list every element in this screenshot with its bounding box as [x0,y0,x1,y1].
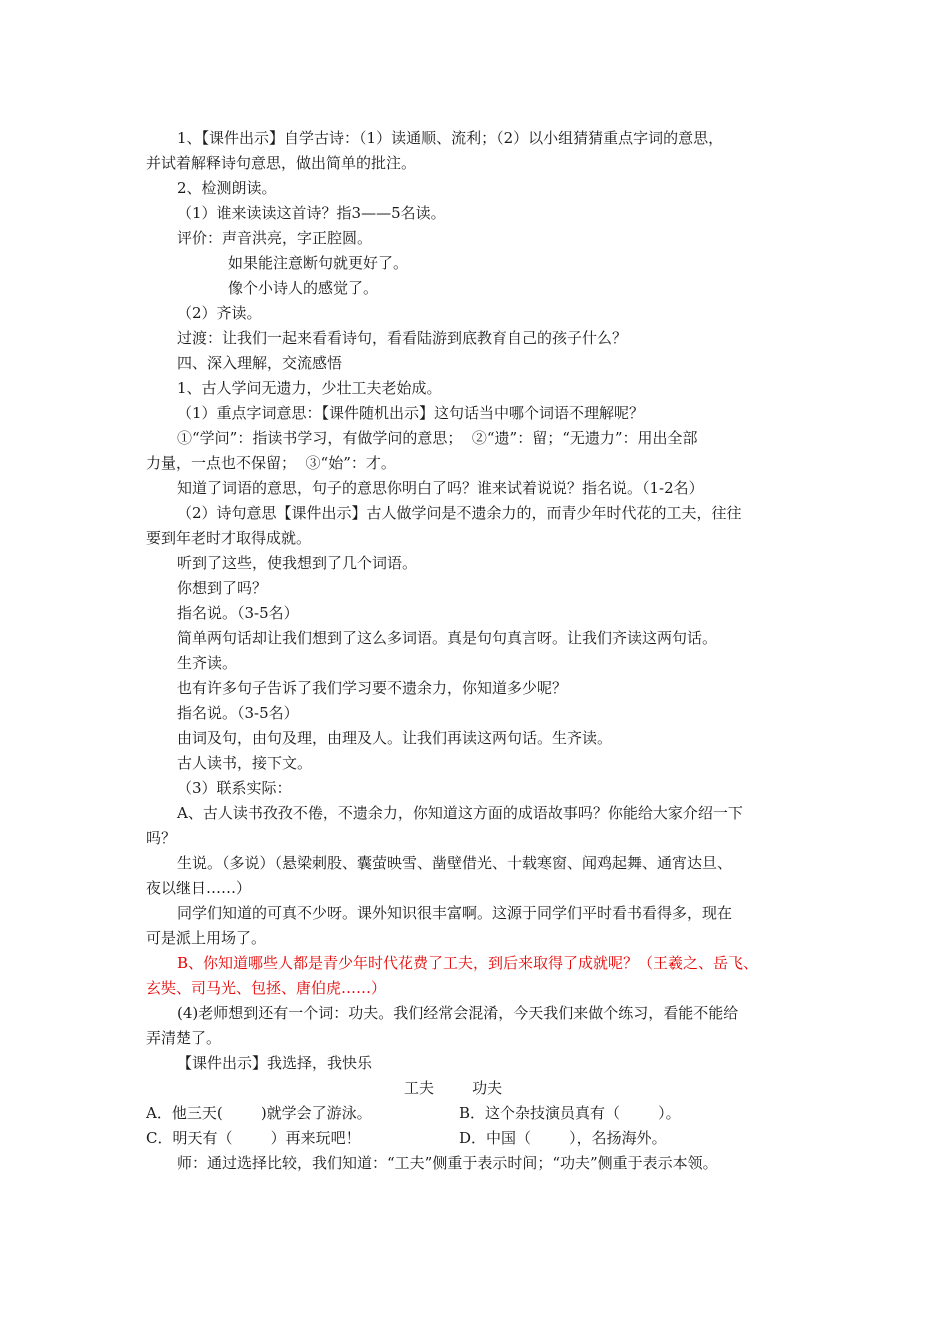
line-29: 吗？ [146,829,177,847]
line-31: 夜以继日……） [146,879,252,897]
line-10: 四、深入理解，交流感悟 [177,354,343,372]
line-33: 可是派上用场了。 [146,929,267,947]
exercise-c: C．明天有（ ）再来玩吧！ [146,1129,361,1147]
exercise-b: B．这个杂技演员真有（ ）。 [459,1104,681,1122]
line-24: 指名说。（3-5名） [177,704,299,722]
line-final: 师：通过选择比较，我们知道：“工夫”侧重于表示时间；“功夫”侧重于表示本领。 [177,1154,718,1172]
line-4: （1）谁来读读这首诗？指3——5名读。 [177,204,446,222]
line-38: 【课件出示】我选择，我快乐 [177,1054,373,1072]
line-18: 听到了这些，使我想到了几个词语。 [177,554,418,572]
line-6: 如果能注意断句就更好了。 [228,254,409,272]
exercise-a: A．他三天( )就学会了游泳。 [146,1104,372,1122]
line-15: 知道了词语的意思，句子的意思你明白了吗？谁来试着说说？指名说。（1-2名） [177,479,704,497]
line-19: 你想到了吗？ [177,579,268,597]
line-28: A、古人读书孜孜不倦，不遗余力，你知道这方面的成语故事吗？你能给大家介绍一下 [177,804,743,822]
line-20: 指名说。（3-5名） [177,604,299,622]
line-16: （2）诗句意思【课件出示】古人做学问是不遗余力的，而青少年时代花的工夫，往往 [177,504,742,522]
line-5: 评价：声音洪亮，字正腔圆。 [177,229,373,247]
line-30: 生说。（多说）（悬梁刺股、囊萤映雪、凿壁借光、十载寒窗、闻鸡起舞、通宵达旦、 [177,854,733,872]
line-23: 也有许多句子告诉了我们学习要不遗余力，你知道多少呢？ [177,679,568,697]
exercise-d: D．中国（ ），名扬海外。 [459,1129,667,1147]
line-17: 要到年老时才取得成就。 [146,529,312,547]
line-8: （2）齐读。 [177,304,262,322]
line-25: 由词及句，由句及理，由理及人。让我们再读这两句话。生齐读。 [177,729,613,747]
line-27: （3）联系实际： [177,779,292,797]
line-13: ①“学问”：指读书学习，有做学问的意思； ②“遗”：留；“无遗力”：用出全部 [177,429,698,447]
choice-words: 工夫 功夫 [404,1079,503,1097]
line-12: （1）重点字词意思：【课件随机出示】这句话当中哪个词语不理解呢？ [177,404,645,422]
line-32: 同学们知道的可真不少呀。课外知识很丰富啊。这源于同学们平时看书看得多，现在 [177,904,733,922]
line-36: (4)老师想到还有一个词：功夫。我们经常会混淆，今天我们来做个练习，看能不能给 [177,1004,739,1022]
line-37: 弄清楚了。 [146,1029,222,1047]
line-1: 1、【课件出示】自学古诗：（1）读通顺、流利；（2）以小组猜猜重点字词的意思， [177,129,724,147]
line-11: 1、古人学问无遗力，少壮工夫老始成。 [177,379,442,397]
line-2: 并试着解释诗句意思，做出简单的批注。 [146,154,417,172]
line-26: 古人读书，接下文。 [177,754,313,772]
line-34-highlight: B、你知道哪些人都是青少年时代花费了工夫，到后来取得了成就呢？（王羲之、岳飞、 [177,954,759,972]
line-9: 过渡：让我们一起来看看诗句，看看陆游到底教育自己的孩子什么？ [177,329,628,347]
line-22: 生齐读。 [177,654,238,672]
line-35-highlight: 玄奘、司马光、包拯、唐伯虎……） [146,979,387,997]
line-21: 简单两句话却让我们想到了这么多词语。真是句句真言呀。让我们齐读这两句话。 [177,629,718,647]
line-14: 力量，一点也不保留； ③“始”：才。 [146,454,396,472]
line-7: 像个小诗人的感觉了。 [228,279,379,297]
line-3: 2、检测朗读。 [177,179,277,197]
